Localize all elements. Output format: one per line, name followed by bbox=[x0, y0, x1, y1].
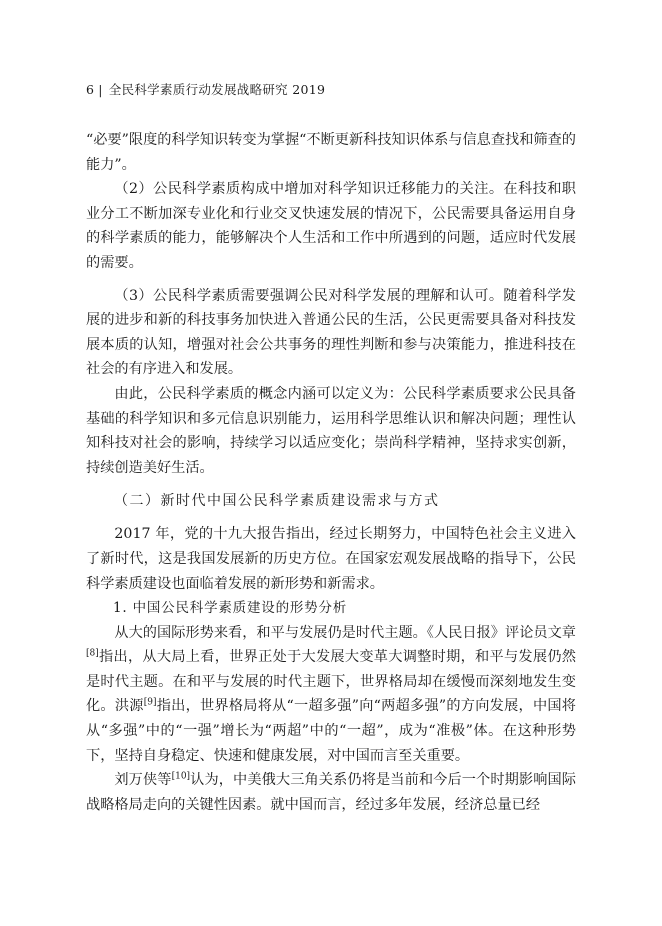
text-segment: 指出，从大局上看，世界正处于大发展大变革大调整时期，和平与发展仍然是时代主题。在和平与发展的时代主题下，世界格局却在缓慢而深刻地发生变化。洪源 bbox=[86, 649, 576, 715]
text-segment: 从大的国际形势来看，和平与发展仍是时代主题。《人民日报》评论员文章 bbox=[114, 624, 576, 641]
header-separator: | bbox=[98, 82, 103, 97]
paragraph-2017: 2017 年，党的十九大报告指出，经过长期努力，中国特色社会主义进入了新时代，这是我国发展新的历史方位。在国家宏观发展战略的指导下，公民科学素质建设也面临着发展的新形势和新需求。 bbox=[86, 526, 576, 592]
paragraph-point-2: （2）公民科学素质构成中增加对科学知识迁移能力的关注。在科技和职业分工不断加深专业化和行业交叉快速发展的情况下，公民需要具备运用自身的科学素质的能力，能够解决个人生活和工作中所遇到的问题，适应时代发展的需要。 bbox=[86, 181, 576, 271]
subsection-heading: 1. 中国公民科学素质建设的形势分析 bbox=[113, 600, 348, 617]
citation-10: [10] bbox=[171, 771, 191, 782]
paragraph-liu-wanxia bbox=[86, 768, 576, 817]
book-title: 全民科学素质行动发展战略研究 2019 bbox=[108, 82, 326, 97]
page-number: 6 bbox=[86, 82, 95, 97]
section-heading: （二）新时代中国公民科学素质建设需求与方式 bbox=[114, 493, 440, 510]
paragraph-continuation: “必要”限度的科学知识转变为掌握“不断更新科技知识体系与信息查找和筛查的能力”。 bbox=[86, 132, 576, 173]
paragraph-point-3: （3）公民科学素质需要强调公民对科学发展的理解和认可。随着科学发展的进步和新的科技事务加快进入普通公民的生活，公民更需要具备对科技发展本质的认知，增强对社会公共事务的理性判断和参与决策能力，推进科技在社会的有序进入和发展。 bbox=[86, 287, 576, 378]
text-segment: 刘万侠等 bbox=[114, 772, 172, 789]
citation-8: [8] bbox=[86, 648, 99, 659]
text-segment: 指出，世界格局将从“一超多强”向“两超多强”的方向发展，中国将从“多强”中的“一强”增长为“两超”中的“一超”，成为“准极”体。在这种形势下，坚持自身稳定、快速和健康发展，对中国而言至关重要。 bbox=[86, 698, 576, 764]
text-segment: 认为，中美俄大三角关系仍将是当前和今后一个时期影响国际战略格局走向的关键性因素。就中国而言，经过多年发展，经济总量已经 bbox=[86, 772, 576, 813]
paragraph-definition: 由此，公民科学素质的概念内涵可以定义为：公民科学素质要求公民具备基础的科学知识和多元信息识别能力，运用科学思维认识和解决问题；理性认知科技对社会的影响，持续学习以适应变化；崇尚科学精神，坚持求实创新，持续创造美好生活。 bbox=[86, 385, 576, 476]
paragraph-international-situation bbox=[86, 621, 576, 769]
body-text bbox=[86, 128, 576, 817]
running-header bbox=[86, 80, 325, 98]
citation-9: [9] bbox=[143, 697, 157, 708]
